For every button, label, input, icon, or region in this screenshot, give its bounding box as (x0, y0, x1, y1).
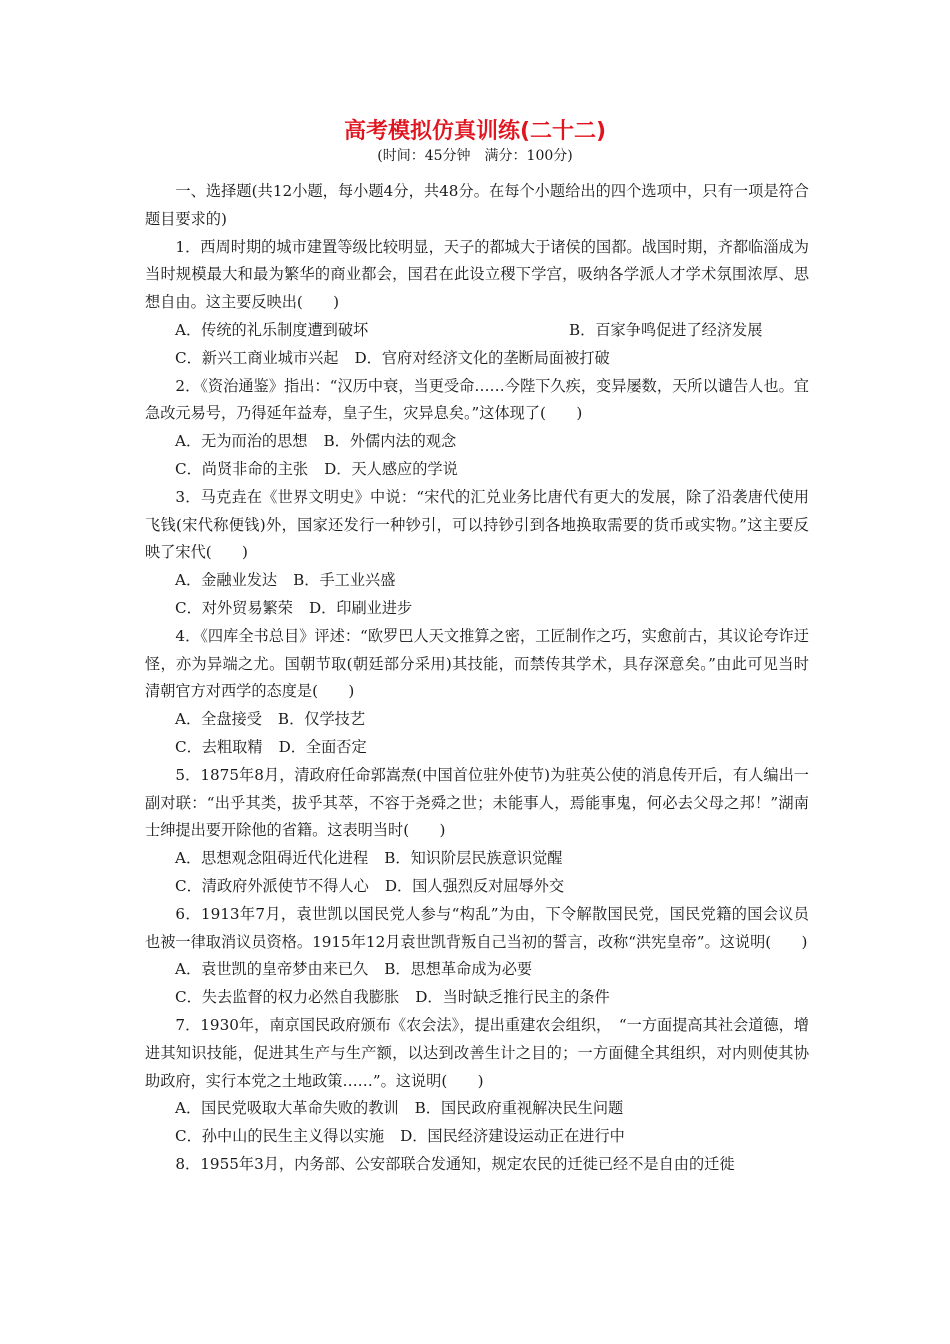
question-stem: 4．《四库全书总目》评述：“欧罗巴人天文推算之密，工匠制作之巧，实愈前古，其议论夸诈迂怪，亦为异端之尤。国朝节取(朝廷部分采用)其技能，而禁传其学术，具存深意矣。”由此可见当时清朝官方对西学的态度是( ) (145, 626, 809, 701)
option-row (175, 317, 809, 345)
option-row (175, 1095, 809, 1123)
exam-info: (时间：45分钟 满分：100分) (377, 148, 573, 164)
option-row (175, 984, 809, 1012)
option: B．思想革命成为必要 (384, 960, 533, 979)
option: D．国人强烈反对屈辱外交 (384, 876, 565, 895)
page-title: 高考模拟仿真训练(二十二) (343, 119, 607, 144)
option: D．印刷业进步 (308, 598, 413, 617)
option: B．国民政府重视解决民生问题 (414, 1099, 624, 1118)
option-row (175, 706, 809, 734)
question-stem: 3．马克垚在《世界文明史》中说：“宋代的汇兑业务比唐代有更大的发展，除了沿袭唐代使用飞钱(宋代称便钱)外，国家还发行一种钞引，可以持钞引到各地换取需要的货币或实物。”这主要反映了宋代( ) (145, 487, 809, 562)
option: A．国民党吸取大革命失败的教训 (175, 1099, 399, 1118)
option: C．失去监督的权力必然自我膨胀 (175, 988, 400, 1007)
option: A．金融业发达 (175, 571, 278, 590)
option: C．去粗取精 (175, 737, 263, 756)
exam-body (145, 178, 809, 1179)
option: A．无为而治的思想 (175, 432, 308, 451)
option-row (175, 345, 809, 373)
option: B．手工业兴盛 (293, 571, 396, 590)
option: C．新兴工商业城市兴起 (175, 348, 339, 367)
option: D．当时缺乏推行民主的条件 (415, 988, 610, 1007)
option: A．思想观念阻碍近代化进程 (175, 849, 369, 868)
option: D．全面否定 (278, 737, 367, 756)
option: C．尚贤非命的主张 (175, 459, 309, 478)
option: A．传统的礼乐制度遭到破坏 (175, 320, 369, 339)
question-stem: 5．1875年8月，清政府任命郭嵩焘(中国首位驻外使节)为驻英公使的消息传开后，有人编出一副对联：“出乎其类，拔乎其萃，不容于尧舜之世；未能事人，焉能事鬼，何必去父母之邦！”湖南士绅提出要开除他的省籍。这表明当时( ) (145, 765, 809, 840)
question-stem: 6．1913年7月，袁世凯以国民党人参与“构乱”为由，下令解散国民党，国民党籍的国会议员也被一律取消议员资格。1915年12月袁世凯背叛自己当初的誓言，改称“洪宪皇帝”。这说明( ) (145, 904, 809, 951)
option-row (175, 456, 809, 484)
question-stem: 2．《资治通鉴》指出：“汉历中衰，当更受命……今陛下久疾，变异屡数，天所以谴告人也。宜急改元易号，乃得延年益寿，皇子生，灾异息矣。”这体现了( ) (145, 376, 809, 423)
option: C．孙中山的民生主义得以实施 (175, 1127, 385, 1146)
option: C．清政府外派使节不得人心 (175, 876, 369, 895)
option: A．袁世凯的皇帝梦由来已久 (175, 960, 369, 979)
question-stem: 1．西周时期的城市建置等级比较明显，天子的都城大于诸侯的国都。战国时期，齐都临淄成为当时规模最大和最为繁华的商业都会，国君在此设立稷下学宫，吸纳各学派人才学术氛围浓厚、思想自由。这主要反映出( ) (145, 237, 809, 312)
option-row (175, 428, 809, 456)
option-row (175, 1123, 809, 1151)
option-row (175, 567, 809, 595)
option: C．对外贸易繁荣 (175, 598, 293, 617)
option-row (175, 873, 809, 901)
option: B．百家争鸣促进了经济发展 (569, 320, 763, 339)
option: D．官府对经济文化的垄断局面被打破 (354, 348, 610, 367)
option: A．全盘接受 (175, 710, 262, 729)
option-row (175, 595, 809, 623)
option: B．外儒内法的观念 (323, 432, 457, 451)
option: B．仅学技艺 (277, 710, 366, 729)
option: D．国民经济建设运动正在进行中 (400, 1127, 625, 1146)
option: D．天人感应的学说 (324, 459, 458, 478)
question-stem: 7．1930年，南京国民政府颁布《农会法》，提出重建农会组织， “一方面提高其社会道德，增进其知识技能，促进其生产与生产额，以达到改善生计之目的；一方面健全其组织，对内则使其协助政府，实行本党之土地政策……”。这说明( ) (145, 1015, 809, 1090)
option-row (175, 734, 809, 762)
section-intro: 一、选择题(共12小题，每小题4分，共48分。在每个小题给出的四个选项中，只有一项是符合题目要求的) (145, 182, 809, 228)
option: B．知识阶层民族意识觉醒 (384, 849, 563, 868)
question-stem: 8．1955年3月，内务部、公安部联合发通知，规定农民的迁徙已经不是自由的迁徙 (175, 1154, 735, 1173)
option-row (175, 845, 809, 873)
option-row (175, 956, 809, 984)
